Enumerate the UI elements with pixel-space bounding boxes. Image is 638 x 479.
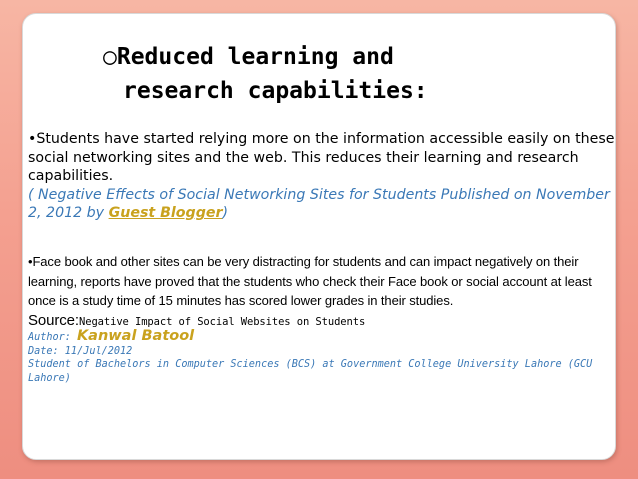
title-line-2: research capabilities: — [123, 78, 428, 104]
paragraph-2-text: •Face book and other sites can be very distracting for students and can impact negatively on their learning, reports have proved that the students who check their Face book or social account at least once is a study time of 15 minutes has scored lower grades in their studies. — [28, 254, 592, 308]
author-label: Author: — [28, 332, 71, 343]
date-line: Date: 11/Jul/2012 — [28, 345, 133, 357]
source-title: Negative Impact of Social Websites on Students — [79, 315, 366, 328]
paragraph-1-text: •Students have started relying more on the information accessible easily on these social networking sites and the web. This reduces their learning and research capabilities. — [28, 131, 615, 185]
author-line — [28, 330, 618, 345]
affiliation-line: Student of Bachelors in Computer Sciences (BCS) at Government College University Lahore (GCU Lahore) — [28, 359, 593, 384]
title-line-1: ○Reduced learning and — [103, 44, 394, 70]
citation-1: ( Negative Effects of Social Networking Sites for Students Published on November 2, 2012 by Guest Blogger) — [28, 186, 610, 222]
slide-title — [103, 40, 603, 108]
author-meta — [28, 330, 618, 385]
title-bullet-icon: ○ — [103, 44, 117, 70]
citation-author-link[interactable]: Guest Blogger — [108, 205, 223, 222]
source-label: Source: — [28, 311, 79, 329]
paragraph-distracting — [28, 252, 623, 332]
paragraph-students-relying — [28, 130, 618, 223]
author-name: Kanwal Batool — [76, 328, 195, 344]
